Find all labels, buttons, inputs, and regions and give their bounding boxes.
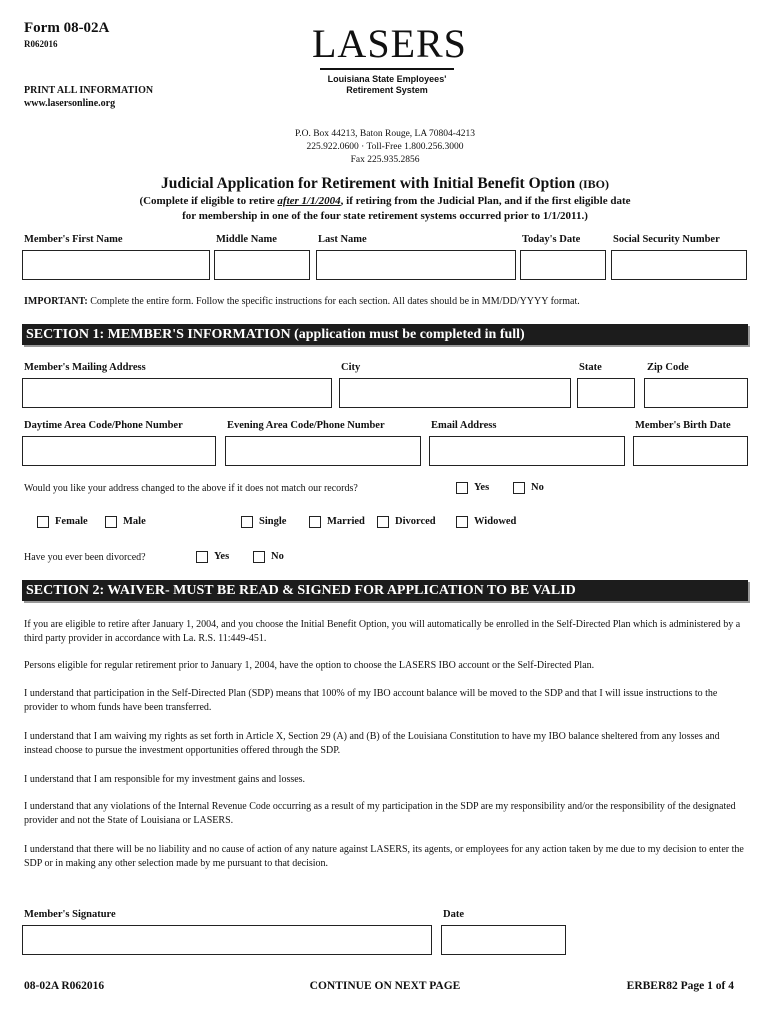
eve-phone-field[interactable] — [225, 436, 421, 466]
important-note — [24, 296, 580, 307]
widowed-checkbox[interactable] — [456, 516, 468, 528]
married-label: Married — [327, 516, 365, 527]
address-change-no-checkbox[interactable] — [513, 482, 525, 494]
important-text: Complete the entire form. Follow the specific instructions for each section. All dates should be in MM/DD/YYYY format. — [90, 296, 580, 307]
subtitle-line-2: for membership in one of the four state retirement systems occurred prior to 1/1/2011.) — [182, 210, 588, 222]
subtitle-emphasis: after 1/1/2004 — [277, 195, 341, 207]
mailing-address-field[interactable] — [22, 378, 332, 408]
middle-name-field[interactable] — [214, 250, 310, 280]
divorced-no-label: No — [271, 551, 284, 562]
divorced-label: Divorced — [395, 516, 436, 527]
print-note — [24, 84, 153, 110]
address-line-1: P.O. Box 44213, Baton Rouge, LA 70804-4213 — [295, 129, 475, 139]
footer-page-number: ERBER82 Page 1 of 4 — [626, 980, 734, 992]
married-checkbox[interactable] — [309, 516, 321, 528]
form-title-suffix: (IBO) — [578, 177, 609, 191]
day-phone-label: Daytime Area Code/Phone Number — [24, 420, 183, 431]
city-field[interactable] — [339, 378, 571, 408]
waiver-paragraph-4: I understand that I am waiving my rights as set forth in Article X, Section 29 (A) and (B) of the Louisiana Constitution to have my IBO balance sheltered from any losses and instead choose to pursue the investment opportunities offered through the SDP. — [24, 731, 720, 756]
divorce-question: Have you ever been divorced? — [24, 552, 146, 563]
male-label: Male — [123, 516, 146, 527]
male-checkbox[interactable] — [105, 516, 117, 528]
important-label: IMPORTANT: — [24, 296, 88, 307]
state-field[interactable] — [577, 378, 635, 408]
divorced-checkbox[interactable] — [377, 516, 389, 528]
section-2-heading: SECTION 2: WAIVER- MUST BE READ & SIGNED FOR APPLICATION TO BE VALID — [22, 580, 748, 601]
address-change-question: Would you like your address changed to the above if it does not match our records? — [24, 483, 358, 494]
zip-field[interactable] — [644, 378, 748, 408]
ssn-field[interactable] — [611, 250, 747, 280]
last-name-label: Last Name — [318, 234, 367, 245]
subtitle-part-a: (Complete if eligible to retire — [139, 195, 278, 207]
single-label: Single — [259, 516, 287, 527]
city-label: City — [341, 362, 361, 373]
logo-subtitle-2: Retirement System — [346, 85, 428, 95]
divorced-no-checkbox[interactable] — [253, 551, 265, 563]
section-1-heading: SECTION 1: MEMBER'S INFORMATION (application must be completed in full) — [22, 324, 748, 345]
ssn-label: Social Security Number — [613, 234, 720, 245]
waiver-paragraph-5: I understand that I am responsible for my investment gains and losses. — [24, 774, 306, 785]
lasers-logo — [312, 21, 467, 96]
waiver-paragraph-2: Persons eligible for regular retirement prior to January 1, 2004, have the option to choose the LASERS IBO account or the Self-Directed Plan. — [24, 660, 595, 671]
address-change-no-label: No — [531, 482, 544, 493]
email-label: Email Address — [431, 420, 497, 431]
widowed-label: Widowed — [474, 516, 517, 527]
subtitle-line-1 — [0, 194, 770, 209]
form-subtitle — [0, 194, 770, 224]
mailing-address-block — [200, 128, 570, 167]
waiver-paragraph-6: I understand that any violations of the Internal Revenue Code occurring as a result of my participation in the SDP are my responsibility and/or the responsibility of the designated provider and not the State of Louisiana or LASERS. — [24, 801, 736, 826]
address-change-yes-checkbox[interactable] — [456, 482, 468, 494]
email-field[interactable] — [429, 436, 625, 466]
print-all-information: PRINT ALL INFORMATION — [24, 85, 154, 96]
state-label: State — [579, 362, 602, 373]
birth-date-label: Member's Birth Date — [635, 420, 731, 431]
middle-name-label: Middle Name — [216, 234, 277, 245]
last-name-field[interactable] — [316, 250, 516, 280]
female-checkbox[interactable] — [37, 516, 49, 528]
address-line-3: Fax 225.935.2856 — [350, 155, 420, 165]
single-checkbox[interactable] — [241, 516, 253, 528]
first-name-label: Member's First Name — [24, 234, 123, 245]
todays-date-label: Today's Date — [522, 234, 581, 245]
form-number: Form 08-02A — [24, 20, 110, 36]
zip-label: Zip Code — [647, 362, 689, 373]
day-phone-field[interactable] — [22, 436, 216, 466]
address-change-yes-label: Yes — [474, 482, 490, 493]
footer-form-id: 08-02A R062016 — [24, 980, 105, 992]
mailing-address-label: Member's Mailing Address — [24, 362, 146, 373]
waiver-paragraph-3: I understand that participation in the Self-Directed Plan (SDP) means that 100% of my IBO account balance will be moved to the SDP and that I will issue instructions to the provider to whom funds have been transferred. — [24, 688, 718, 713]
signature-label: Member's Signature — [24, 909, 116, 920]
todays-date-field[interactable] — [520, 250, 606, 280]
divorced-yes-label: Yes — [214, 551, 230, 562]
address-line-2: 225.922.0600 · Toll-Free 1.800.256.3000 — [306, 142, 464, 152]
eve-phone-label: Evening Area Code/Phone Number — [227, 420, 385, 431]
signature-date-label: Date — [443, 909, 464, 920]
divorced-yes-checkbox[interactable] — [196, 551, 208, 563]
form-revision: R062016 — [24, 39, 58, 49]
waiver-paragraph-7: I understand that there will be no liability and no cause of action of any nature against LASERS, its agents, or employees for any action taken by me due to my decision to enter the SDP or in making any other selection made by me pursuant to that decision. — [24, 844, 744, 869]
waiver-paragraph-1: If you are eligible to retire after January 1, 2004, and you choose the Initial Benefit Option, you will automatically be enrolled in the Self-Directed Plan which is administered by a third party provider in accordance with La. R.S. 11:449-451. — [24, 619, 741, 644]
signature-date-field[interactable] — [441, 925, 566, 955]
footer-continue: CONTINUE ON NEXT PAGE — [309, 980, 461, 992]
logo-subtitle-1: Louisiana State Employees' — [327, 74, 447, 84]
female-label: Female — [55, 516, 88, 527]
form-title-main: Judicial Application for Retirement with Initial Benefit Option — [161, 175, 576, 192]
logo-rule — [320, 68, 454, 70]
logo-wordmark: LASERS — [312, 21, 467, 66]
subtitle-part-c: , if retiring from the Judicial Plan, and if the first eligible date — [340, 195, 631, 207]
birth-date-field[interactable] — [633, 436, 748, 466]
signature-field[interactable] — [22, 925, 432, 955]
form-title — [0, 175, 770, 193]
first-name-field[interactable] — [22, 250, 210, 280]
website-link[interactable]: www.lasersonline.org — [24, 98, 116, 109]
